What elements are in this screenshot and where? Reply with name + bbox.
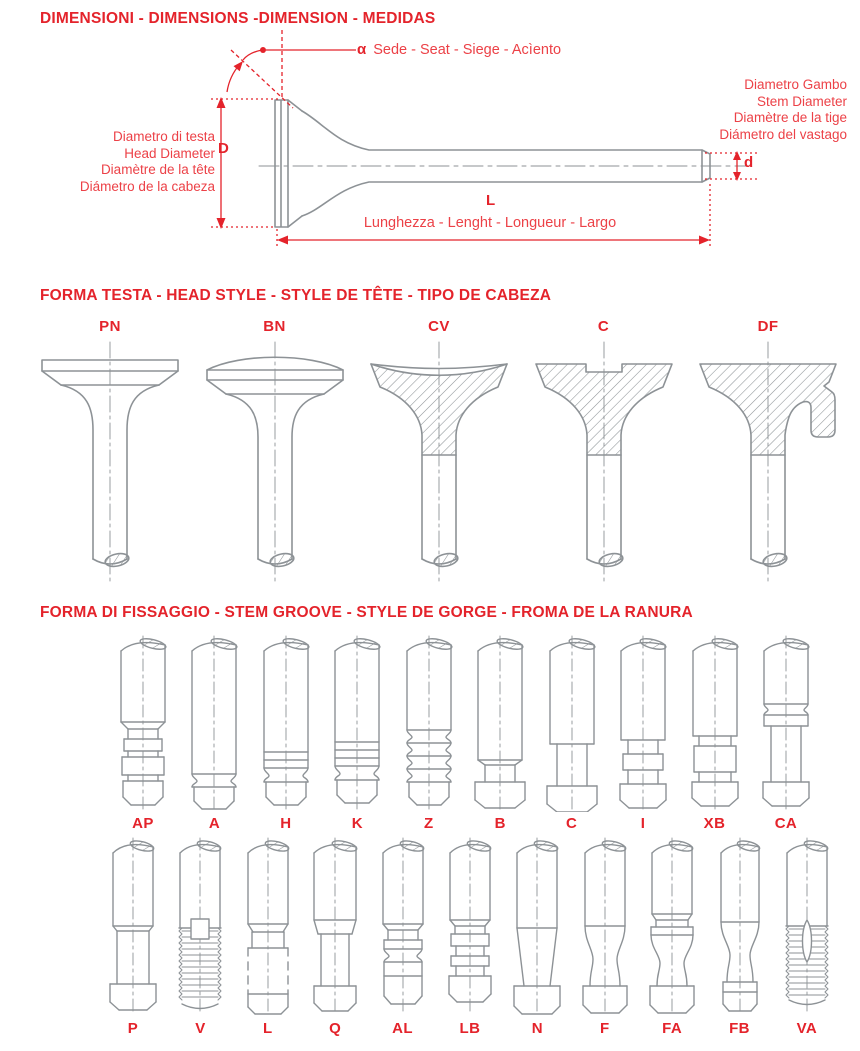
stem-groove-code: VA [796, 1020, 818, 1037]
stem-groove-I [608, 634, 678, 833]
stem-diameter-line: Diámetro del vastago [719, 126, 847, 142]
stem-groove-code: CA [774, 815, 798, 832]
stem-groove-drawing [608, 634, 678, 812]
head-diameter-symbol: D [218, 140, 229, 157]
stem-groove-VA [775, 836, 839, 1038]
stem-groove-K [322, 634, 392, 833]
stem-groove-drawing [179, 634, 249, 812]
head-style-code: CV [428, 318, 450, 335]
stem-groove-XB [680, 634, 750, 833]
seat-angle-note [357, 41, 561, 58]
head-style-BN [195, 318, 355, 588]
stem-groove-code: N [531, 1020, 543, 1037]
stem-groove-drawing [537, 634, 607, 812]
stem-groove-Q [303, 836, 367, 1038]
stem-diameter-label [719, 77, 847, 143]
head-style-drawing [195, 338, 355, 588]
stem-groove-N [505, 836, 569, 1038]
stem-groove-drawing [708, 836, 772, 1017]
stem-groove-drawing [251, 634, 321, 812]
head-style-code: BN [263, 318, 286, 335]
stem-groove-V [168, 836, 232, 1038]
stem-groove-AP [108, 634, 178, 833]
head-style-title: FORMA TESTA - HEAD STYLE - STYLE DE TÊTE - TIPO DE CABEZA [40, 287, 552, 304]
stem-groove-code: FB [729, 1020, 750, 1037]
head-style-drawing [30, 338, 190, 588]
head-style-C [524, 318, 684, 588]
stem-groove-B [465, 634, 535, 833]
stem-groove-drawing [394, 634, 464, 812]
head-style-code: C [597, 318, 610, 335]
stem-groove-code: Q [329, 1020, 342, 1037]
stem-groove-code: L [262, 1020, 273, 1037]
stem-groove-drawing [573, 836, 637, 1017]
stem-groove-code: A [208, 815, 221, 832]
head-diameter-line: Diametro di testa [112, 129, 215, 144]
stem-groove-FA [640, 836, 704, 1038]
stem-groove-drawing [101, 836, 165, 1017]
stem-groove-A [179, 634, 249, 833]
seat-label: Sede - Seat - Siege - Acìento [373, 42, 562, 58]
stem-groove-code: B [494, 815, 506, 832]
stem-groove-title: FORMA DI FISSAGGIO - STEM GROOVE - STYLE DE GORGE - FROMA DE LA RANURA [40, 604, 693, 621]
stem-groove-drawing [465, 634, 535, 812]
stem-groove-FB [708, 836, 772, 1038]
stem-groove-code: H [280, 815, 292, 832]
stem-groove-drawing [322, 634, 392, 812]
head-style-code: PN [99, 318, 121, 335]
stem-groove-drawing [303, 836, 367, 1017]
head-style-CV [359, 318, 519, 588]
stem-groove-code: F [599, 1020, 610, 1037]
valve-dimension-diagram [0, 0, 860, 262]
stem-groove-drawing [236, 836, 300, 1017]
stem-diameter-symbol: d [744, 154, 754, 171]
stem-groove-Z [394, 634, 464, 833]
stem-groove-code: Z [423, 815, 434, 832]
head-diameter-line: Diamètre de la tête [100, 162, 215, 177]
head-style-row [0, 318, 860, 588]
stem-groove-C [537, 634, 607, 833]
stem-groove-drawing [640, 836, 704, 1017]
stem-groove-code: FA [662, 1020, 683, 1037]
stem-groove-code: C [566, 815, 578, 832]
stem-groove-code: V [195, 1020, 206, 1037]
stem-groove-drawing [438, 836, 502, 1017]
stem-diameter-line: Diametro Gambo [744, 77, 847, 92]
head-style-drawing [359, 338, 519, 588]
stem-groove-code: AP [132, 815, 154, 832]
dimensions-title: DIMENSIONI - DIMENSIONS -DIMENSION - MEDIDAS [40, 10, 436, 27]
stem-groove-drawing [168, 836, 232, 1017]
head-diameter-line: Diámetro de la cabeza [79, 178, 215, 194]
stem-groove-drawing [775, 836, 839, 1017]
stem-groove-drawing [371, 836, 435, 1017]
stem-groove-row-1 [0, 634, 860, 833]
stem-groove-drawing [680, 634, 750, 812]
stem-groove-AL [371, 836, 435, 1038]
head-diameter-label [80, 129, 215, 195]
stem-groove-drawing [505, 836, 569, 1017]
stem-groove-F [573, 836, 637, 1038]
stem-groove-code: LB [459, 1020, 481, 1037]
stem-diameter-line: Diamètre de la tige [733, 110, 847, 125]
length-symbol: L [486, 192, 496, 209]
alpha-symbol: α [357, 41, 367, 58]
stem-groove-drawing [108, 634, 178, 812]
stem-groove-P [101, 836, 165, 1038]
stem-groove-code: AL [392, 1020, 413, 1037]
head-style-DF [688, 318, 848, 588]
stem-groove-LB [438, 836, 502, 1038]
head-style-drawing [524, 338, 684, 588]
stem-groove-code: P [127, 1020, 139, 1037]
head-style-drawing [688, 338, 848, 588]
stem-groove-L [236, 836, 300, 1038]
stem-groove-CA [751, 634, 821, 833]
stem-groove-code: XB [703, 815, 726, 832]
valve-outline [259, 100, 747, 227]
head-diameter-line: Head Diameter [124, 145, 215, 161]
head-style-PN [30, 318, 190, 588]
head-style-code: DF [757, 318, 779, 335]
stem-groove-code: I [640, 815, 646, 832]
stem-diameter-line: Stem Diameter [756, 93, 847, 109]
stem-groove-row-2 [0, 836, 860, 1038]
stem-groove-H [251, 634, 321, 833]
stem-groove-drawing [751, 634, 821, 812]
stem-groove-code: K [351, 815, 363, 832]
length-label: Lunghezza - Lenght - Longueur - Largo [363, 215, 617, 231]
